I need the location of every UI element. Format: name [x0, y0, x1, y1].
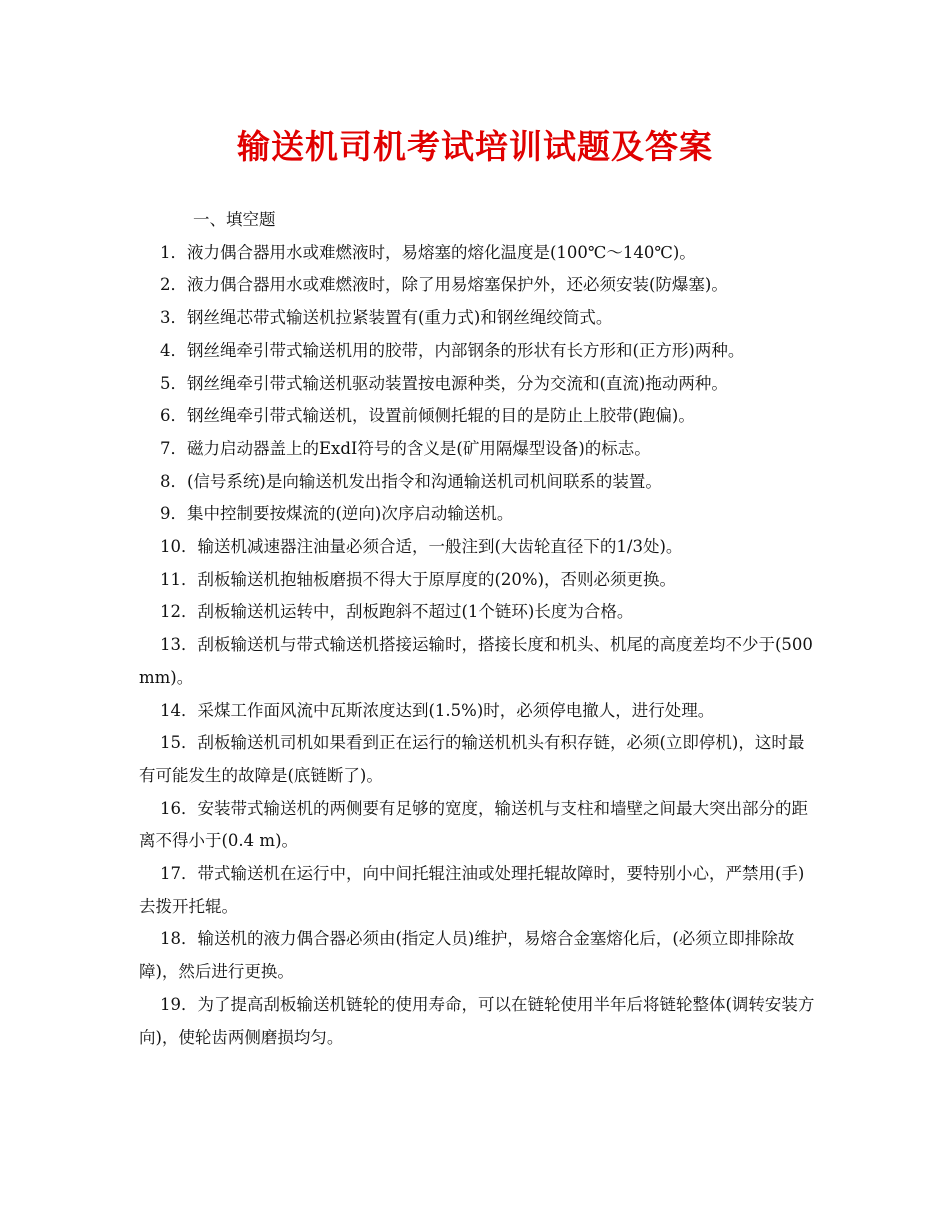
- question-7: 7．磁力启动器盖上的ExdI符号的含义是(矿用隔爆型设备)的标志。: [160, 438, 651, 458]
- document-body: [139, 204, 819, 1054]
- question-8: 8．(信号系统)是向输送机发出指令和沟通输送机司机间联系的装置。: [160, 471, 662, 491]
- document-title: 输送机司机考试培训试题及答案: [237, 127, 713, 166]
- question-14: 14．采煤工作面风流中瓦斯浓度达到(1.5%)时，必须停电撤人，进行处理。: [160, 700, 715, 720]
- question-4: 4．钢丝绳牵引带式输送机用的胶带，内部钢条的形状有长方形和(正方形)两种。: [160, 340, 745, 360]
- question-18: 18．输送机的液力偶合器必须由(指定人员)维护，易熔合金塞熔化后，(必须立即排除故障)，然后进行更换。: [139, 929, 795, 982]
- question-19: 19．为了提高刮板输送机链轮的使用寿命，可以在链轮使用半年后将链轮整体(调转安装方向)，使轮齿两侧磨损均匀。: [139, 994, 815, 1047]
- question-10: 10．输送机减速器注油量必须合适，一般注到(大齿轮直径下的1/3处)。: [160, 537, 683, 557]
- section-heading: 一、填空题: [193, 210, 276, 229]
- question-1: 1．液力偶合器用水或难燃液时，易熔塞的熔化温度是(100℃～140℃)。: [160, 242, 696, 262]
- question-9: 9．集中控制要按煤流的(逆向)次序启动输送机。: [160, 504, 514, 524]
- question-2: 2．液力偶合器用水或难燃液时，除了用易熔塞保护外，还必须安装(防爆塞)。: [160, 275, 728, 295]
- question-12: 12．刮板输送机运转中，刮板跑斜不超过(1个链环)长度为合格。: [160, 602, 634, 622]
- question-6: 6．钢丝绳牵引带式输送机，设置前倾侧托辊的目的是防止上胶带(跑偏)。: [160, 406, 695, 426]
- question-13: 13．刮板输送机与带式输送机搭接运输时，搭接长度和机头、机尾的高度差均不少于(500mm)。: [139, 635, 813, 687]
- question-16: 16．安装带式输送机的两侧要有足够的宽度，输送机与支柱和墙壁之间最大突出部分的距离不得小于(0.4 m)。: [139, 798, 808, 851]
- question-11: 11．刮板输送机抱轴板磨损不得大于原厚度的(20%)，否则必须更换。: [160, 569, 677, 589]
- question-17: 17．带式输送机在运行中，向中间托辊注油或处理托辊故障时，要特别小心，严禁用(手)去拨开托辊。: [139, 864, 805, 916]
- question-15: 15．刮板输送机司机如果看到正在运行的输送机机头有积存链，必须(立即停机)，这时最有可能发生的故障是(底链断了)。: [139, 733, 805, 785]
- question-5: 5．钢丝绳牵引带式输送机驱动装置按电源种类，分为交流和(直流)拖动两种。: [160, 373, 728, 393]
- question-3: 3．钢丝绳芯带式输送机拉紧装置有(重力式)和钢丝绳绞筒式。: [160, 308, 613, 328]
